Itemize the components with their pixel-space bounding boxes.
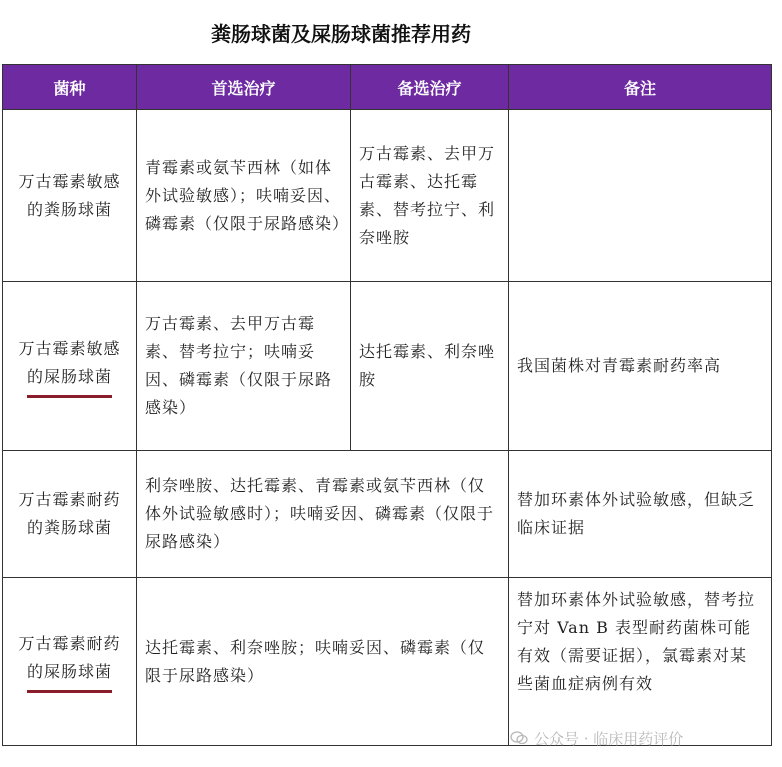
first-choice-cell: 青霉素或氨苄西林（如体外试验敏感）；呋喃妥因、磷霉素（仅限于尿路感染） xyxy=(137,110,351,282)
header-row xyxy=(3,65,772,110)
species-line: 万古霉素耐药 xyxy=(18,490,121,509)
species-cell xyxy=(3,451,137,578)
table-row xyxy=(3,451,772,578)
species-line-underlined: 的屎肠球菌 xyxy=(27,658,112,693)
first-choice-cell: 万古霉素、去甲万古霉素、替考拉宁；呋喃妥因、磷霉素（仅限于尿路感染） xyxy=(137,282,351,451)
alternative-cell: 达托霉素、利奈唑胺 xyxy=(351,282,509,451)
species-cell xyxy=(3,282,137,451)
table-title: 粪肠球菌及屎肠球菌推荐用药 xyxy=(211,22,471,46)
wechat-icon xyxy=(510,731,528,745)
note-cell: 替加环素体外试验敏感，但缺乏临床证据 xyxy=(509,451,772,578)
note-cell xyxy=(509,110,772,282)
treatment-cell: 达托霉素、利奈唑胺；呋喃妥因、磷霉素（仅限于尿路感染） xyxy=(137,578,509,746)
header-alternative: 备选治疗 xyxy=(351,65,509,110)
species-line: 的粪肠球菌 xyxy=(26,199,112,219)
species-cell xyxy=(3,110,137,282)
table-row xyxy=(3,110,772,282)
species-line: 万古霉素敏感 xyxy=(18,171,121,191)
treatment-cell: 利奈唑胺、达托霉素、青霉素或氨苄西林（仅体外试验敏感时）；呋喃妥因、磷霉素（仅限于尿路感染） xyxy=(137,451,509,578)
table-row xyxy=(3,578,772,746)
species-cell xyxy=(3,578,137,746)
species-line-underlined: 的屎肠球菌 xyxy=(27,363,112,398)
species-line: 万古霉素耐药 xyxy=(18,634,121,653)
header-note: 备注 xyxy=(509,65,772,110)
recommendation-table xyxy=(2,64,772,746)
watermark-text: 公众号 · 临床用药评价 xyxy=(534,729,684,748)
watermark xyxy=(510,727,780,749)
note-cell: 我国菌株对青霉素耐药率高 xyxy=(509,282,772,451)
species-line: 的粪肠球菌 xyxy=(26,518,112,537)
note-cell: 替加环素体外试验敏感，替考拉宁对 Van B 表型耐药菌株可能有效（需要证据），氯霉素对某些菌血症病例有效 xyxy=(509,578,772,746)
table-row xyxy=(3,282,772,451)
header-first-choice: 首选治疗 xyxy=(137,65,351,110)
alternative-cell: 万古霉素、去甲万古霉素、达托霉素、替考拉宁、利奈唑胺 xyxy=(351,110,509,282)
species-line: 万古霉素敏感 xyxy=(18,338,121,358)
header-species: 菌种 xyxy=(3,65,137,110)
